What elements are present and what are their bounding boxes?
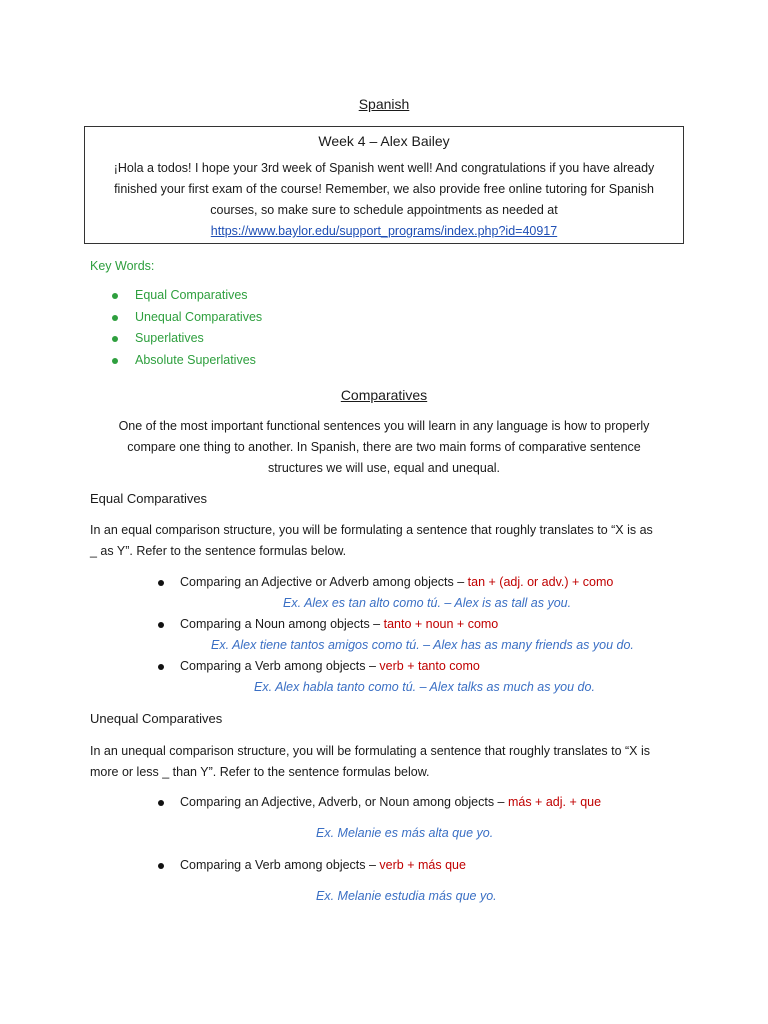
comparatives-intro-line: structures we will use, equal and unequal. — [267, 461, 501, 475]
key-word-item — [108, 331, 262, 353]
bullet-icon — [112, 336, 118, 342]
bullet-icon — [112, 315, 118, 321]
intro-box-body — [85, 158, 683, 242]
intro-line-3: courses, so make sure to schedule appointments as needed at — [210, 203, 558, 217]
rule-formula: tanto + noun + como — [383, 617, 499, 631]
intro-box — [84, 126, 684, 244]
intro-line-1: ¡Hola a todos! I hope your 3rd week of Spanish went well! And congratulations if you have already — [113, 161, 655, 175]
rule-description: Comparing a Noun among objects – — [180, 617, 384, 631]
equal-example-1: Ex. Alex es tan alto como tú. – Alex is as tall as you. — [283, 596, 572, 610]
key-words-list — [108, 288, 262, 374]
key-word-text: Absolute Superlatives — [135, 352, 256, 367]
unequal-description-line: more or less _ than Y”. Refer to the sentence formulas below. — [90, 765, 430, 779]
rule-text — [180, 858, 466, 872]
comparatives-intro-line: compare one thing to another. In Spanish, there are two main forms of comparative sentence — [127, 440, 641, 454]
bullet-icon — [158, 622, 164, 628]
rule-formula: verb + tanto como — [379, 659, 480, 673]
bullet-icon — [158, 664, 164, 670]
key-word-text: Superlatives — [135, 331, 204, 345]
equal-comparatives-heading: Equal Comparatives — [90, 491, 208, 506]
document-title: Spanish — [358, 96, 410, 112]
rule-description: Comparing a Verb among objects – — [180, 858, 380, 872]
rule-description: Comparing an Adjective or Adverb among objects – — [180, 575, 468, 589]
equal-example-3: Ex. Alex habla tanto como tú. – Alex talks as much as you do. — [254, 680, 595, 694]
comparatives-intro — [90, 416, 678, 479]
unequal-example-1: Ex. Melanie es más alta que yo. — [316, 826, 494, 840]
bullet-icon — [112, 293, 118, 299]
key-word-text: Unequal Comparatives — [135, 309, 263, 324]
unequal-comparatives-description — [90, 741, 690, 783]
key-word-item — [108, 310, 262, 332]
rule-text — [180, 795, 601, 809]
key-word-text: Equal Comparatives — [135, 288, 248, 302]
equal-comparatives-description — [90, 520, 690, 562]
bullet-icon — [158, 863, 164, 869]
key-word-item — [108, 353, 262, 375]
key-word-item — [108, 288, 262, 310]
tutoring-link[interactable]: https://www.baylor.edu/support_programs/index.php?id=40917 — [210, 224, 558, 238]
rule-text — [180, 575, 613, 589]
bullet-icon — [112, 358, 118, 364]
rule-description: Comparing a Verb among objects – — [180, 659, 380, 673]
equal-description-line: _ as Y”. Refer to the sentence formulas below. — [90, 544, 347, 558]
comparatives-heading: Comparatives — [340, 387, 428, 403]
bullet-icon — [158, 580, 164, 586]
rule-formula: más + adj. + que — [507, 795, 602, 809]
rule-text — [180, 617, 498, 631]
unequal-example-2: Ex. Melanie estudia más que yo. — [316, 889, 497, 903]
equal-example-2: Ex. Alex tiene tantos amigos como tú. – Alex has as many friends as you do. — [211, 638, 634, 652]
rule-formula: verb + más que — [379, 858, 466, 872]
rule-text — [180, 659, 480, 673]
intro-box-heading: Week 4 – Alex Bailey — [318, 133, 450, 149]
rule-formula: tan + (adj. or adv.) + como — [467, 575, 614, 589]
bullet-icon — [158, 800, 164, 806]
equal-description-line: In an equal comparison structure, you will be formulating a sentence that roughly translates to “X is as — [90, 523, 653, 537]
unequal-description-line: In an unequal comparison structure, you will be formulating a sentence that roughly translates to “X is — [90, 744, 651, 758]
intro-line-2: finished your first exam of the course! Remember, we also provide free online tutoring for Spanish — [114, 182, 654, 196]
key-words-label: Key Words: — [90, 259, 155, 273]
unequal-comparatives-heading: Unequal Comparatives — [90, 711, 223, 726]
comparatives-intro-line: One of the most important functional sentences you will learn in any language is how to properly — [118, 419, 650, 433]
rule-description: Comparing an Adjective, Adverb, or Noun among objects – — [180, 795, 508, 809]
